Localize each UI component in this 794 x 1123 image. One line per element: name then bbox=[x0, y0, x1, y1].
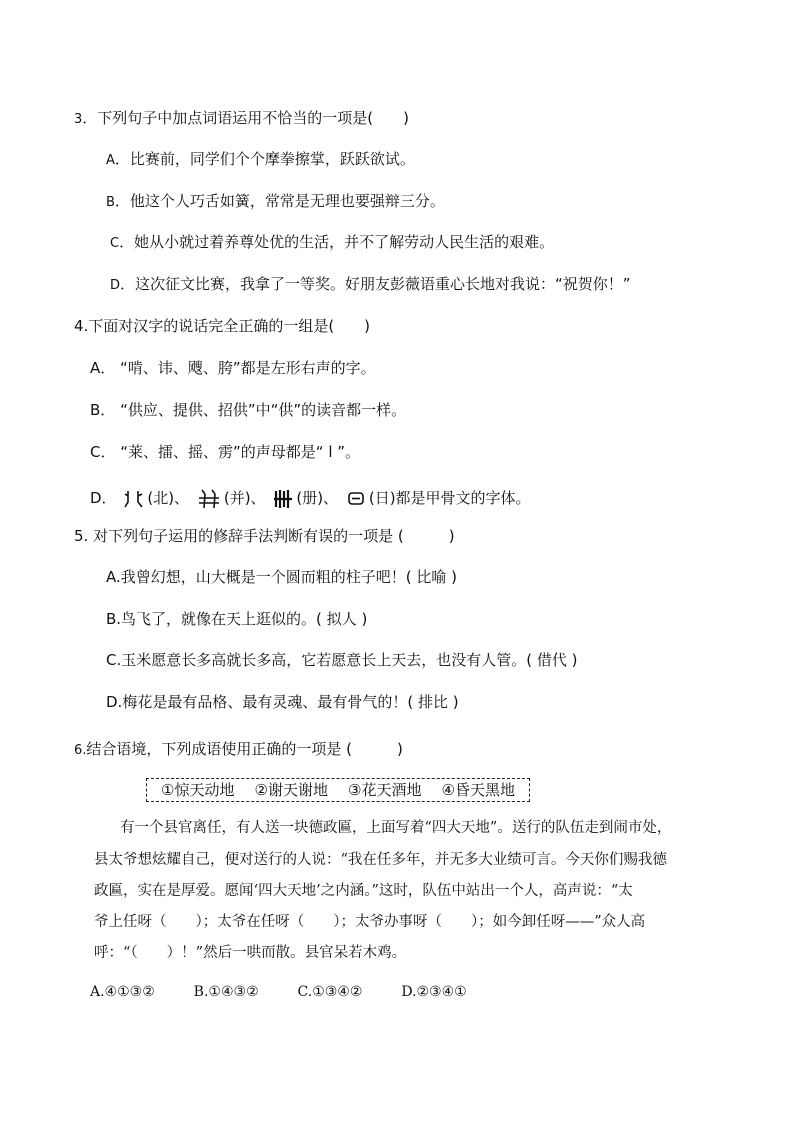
passage-line-2: 县太爷想炫耀自己，便对送行的人说：“我在任多年，并无多大业绩可言。今天你们赐我德 bbox=[94, 852, 667, 868]
answer-c: C.①③④② bbox=[297, 984, 363, 1000]
question-number: 3 bbox=[74, 112, 83, 127]
idiom-3: ③花天酒地 bbox=[348, 781, 422, 799]
passage-line-5: 呼：“（ ）！”然后一哄而散。县官呆若木鸡。 bbox=[94, 945, 407, 961]
q5-option-c: C.玉米愿意长多高就长多高，它若愿意长上天去，也没有人管。( 借代 ) bbox=[106, 651, 578, 669]
q5-option-b: B.鸟飞了，就像在天上逛似的。( 拟人 ) bbox=[106, 610, 368, 628]
question-number: 6. bbox=[74, 743, 87, 758]
idiom-1: ①惊天动地 bbox=[161, 781, 235, 799]
oracle-bing-icon bbox=[196, 488, 222, 510]
question-3-stem bbox=[74, 108, 409, 130]
answer-d: D.②③④① bbox=[401, 984, 467, 1000]
question-4-stem: 4.下面对汉字的说话完全正确的一组是( ) bbox=[74, 317, 371, 335]
q4-option-d: D． (北)、 (并)、 (册)、 (日)都是甲骨文的字体。 bbox=[90, 486, 531, 510]
oracle-ri-icon bbox=[345, 488, 367, 510]
q4-option-c: C． “莱、擂、摇、雳”的声母都是“ l ”。 bbox=[90, 443, 361, 461]
passage-line-3: 政匾，实在是厚爱。愿闻‘四大天地’之内涵。”这时，队伍中站出一个人，高声说：“太 bbox=[94, 883, 633, 899]
question-6-stem bbox=[74, 739, 403, 761]
oracle-ce-icon bbox=[272, 488, 294, 510]
q3-option-c: C．她从小就过着养尊处优的生活，并不了解劳动人民生活的艰难。 bbox=[110, 233, 555, 251]
answer-b: B.①④③② bbox=[193, 984, 259, 1000]
idiom-2: ②谢天谢地 bbox=[254, 781, 328, 799]
q3-option-d: D．这次征文比赛，我拿了一等奖。好朋友彭薇语重心长地对我说：“祝贺你！” bbox=[110, 275, 631, 293]
answer-a: A.④①③② bbox=[90, 984, 155, 1000]
q5-option-d: D.梅花是最有品格、最有灵魂、最有骨气的！( 排比 ) bbox=[106, 693, 459, 711]
q4-option-a: A． “啃、讳、飕、胯”都是左形右声的字。 bbox=[90, 359, 376, 377]
question-text: 结合语境，下列成语使用正确的一项是 ( ) bbox=[86, 740, 403, 758]
question-text: ．下列句子中加点词语运用不恰当的一项是( ) bbox=[82, 109, 409, 127]
q4-option-b: B． “供应、提供、招供”中“供”的读音都一样。 bbox=[90, 401, 407, 419]
idiom-4: ④昏天黑地 bbox=[441, 781, 515, 799]
q3-option-a: A．比赛前，同学们个个摩拳擦掌，跃跃欲试。 bbox=[106, 150, 415, 168]
passage-line-4: 爷上任呀（ ）；太爷在任呀（ ）；太爷办事呀（ ）；如今卸任呀——”众人高 bbox=[94, 914, 646, 930]
question-5-stem: 5. 对下列句子运用的修辞手法判断有误的一项是 ( ) bbox=[74, 527, 455, 545]
q3-option-b: B．他这个人巧舌如簧，常常是无理也要强辩三分。 bbox=[106, 192, 445, 210]
q5-option-a: A.我曾幻想，山大概是一个圆而粗的柱子吧！( 比喻 ) bbox=[106, 568, 458, 586]
q6-answer-options bbox=[90, 982, 467, 1002]
oracle-bei-icon bbox=[123, 488, 145, 510]
idiom-choices-box bbox=[146, 778, 530, 802]
passage-line-1: 有一个县官离任，有人送一块德政匾，上面写着“四大天地”。送行的队伍走到闹市处， bbox=[120, 820, 672, 836]
